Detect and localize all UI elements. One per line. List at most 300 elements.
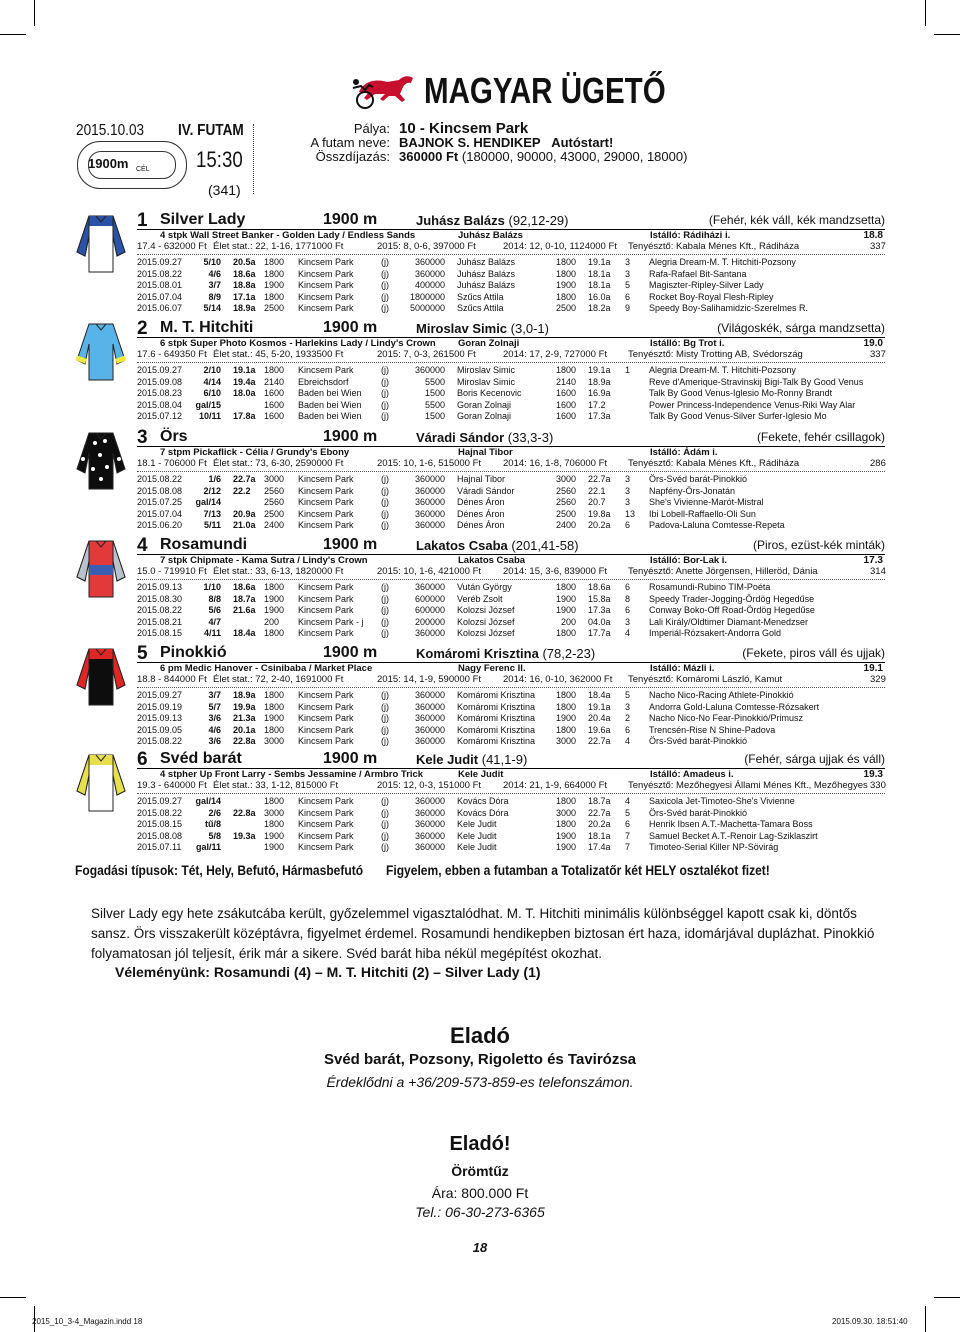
winner-time: 18.7a — [588, 796, 611, 806]
race-driver: Dénes Áron — [457, 520, 505, 531]
race-type: (j) — [381, 303, 389, 314]
stat-2015: 2015: 12, 0-3, 151000 Ft — [377, 780, 482, 791]
race-place: 6 — [625, 291, 631, 302]
dotted-divider — [253, 124, 254, 194]
race-type: (j) — [381, 593, 389, 604]
horse-name: Rosamundi — [160, 536, 248, 553]
horse-jockey — [416, 646, 595, 661]
race-distance: 1800 — [264, 796, 285, 806]
horse-driver: Nagy Ferenc II. — [458, 663, 526, 674]
race-date: 2015.08.08 — [137, 485, 183, 496]
jockey-name: Kele Judit — [416, 752, 479, 767]
race-date: 2015.08.30 — [137, 593, 183, 604]
prize-detail: (180000, 90000, 43000, 29000, 18000) — [461, 149, 688, 164]
stat-life: Élet stat.: 72, 2-40, 1691000 Ft — [213, 674, 344, 685]
horse-stats — [137, 674, 887, 686]
race-name: BAJNOK S. HENDIKEP — [399, 135, 541, 150]
winner-distance: 1800 — [555, 628, 576, 639]
winner-distance: 1800 — [555, 268, 576, 279]
winner-distance: 1600 — [555, 388, 576, 399]
race-date: 2015.07.04 — [137, 291, 183, 302]
race-type: (j) — [381, 796, 389, 806]
race-position: 5/10 — [203, 257, 221, 267]
stat-2014: 2014: 12, 0-10, 1124000 Ft — [503, 241, 617, 252]
race-track: Ebreichsdorf — [298, 376, 349, 387]
winner-distance: 2560 — [555, 485, 576, 496]
race-position: 4/11 — [203, 628, 221, 639]
race-date: 2015.09.27 — [137, 257, 183, 267]
horse-stable: Istálló: Bor-Lak i. — [650, 555, 728, 566]
race-prize: 360000 — [414, 474, 445, 484]
race-prize: 1500 — [424, 388, 445, 399]
race-distance: 1800 — [264, 701, 285, 712]
winner-time: 22.7a — [588, 807, 611, 818]
race-driver: Goran Zolnaji — [457, 399, 512, 410]
race-place: 3 — [625, 474, 631, 484]
race-prize: 360000 — [414, 796, 445, 806]
race-prize: 600000 — [414, 593, 445, 604]
bet-types: Fogadási típusok: Tét, Hely, Befutó, Hármasbefutó — [75, 862, 364, 878]
horse-name: Silver Lady — [160, 211, 246, 228]
race-driver: Juhász Balázs — [457, 280, 516, 291]
race-position: 2/6 — [208, 807, 221, 818]
jockey-name: Komáromi Krisztina — [416, 646, 539, 661]
race-type: (j) — [381, 257, 389, 267]
race-row — [137, 486, 887, 497]
race-place: 4 — [625, 796, 631, 806]
race-row — [137, 594, 887, 605]
race-type: (j) — [381, 376, 389, 387]
race-distance: 2400 — [264, 520, 285, 531]
race-position: 3/7 — [208, 690, 221, 700]
race-type: (j) — [381, 819, 389, 830]
race-distance: 1800 — [264, 582, 285, 592]
race-top-horses: Henrik Ibsen A.T.-Machetta-Tamara Boss — [649, 819, 813, 830]
race-time: 21.6a — [233, 605, 256, 616]
horse-number: 5 — [137, 643, 148, 664]
race-track: Kincsem Park — [298, 497, 354, 508]
race-top-horses: Samuel Becket A.T.-Renoir Lag-Sziklaszirt — [649, 830, 818, 841]
start-type: Autóstart! — [551, 135, 614, 150]
winner-distance: 1800 — [555, 291, 576, 302]
race-date: 2015.08.22 — [137, 268, 183, 279]
race-position: 6/10 — [203, 388, 221, 399]
race-track: Kincsem Park — [298, 807, 354, 818]
race-prize: 360000 — [414, 736, 445, 747]
crop-mark — [0, 1297, 26, 1298]
race-row — [137, 819, 887, 830]
winner-time: 18.1a — [588, 268, 611, 279]
race-track: Kincsem Park — [298, 268, 354, 279]
stat-divider — [137, 687, 885, 688]
race-distance: 2500 — [264, 508, 285, 519]
race-position: 5/6 — [208, 605, 221, 616]
race-prize: 400000 — [414, 280, 445, 291]
race-date: 2015.09.05 — [137, 724, 183, 735]
race-top-horses: Saxicola Jet-Timoteo-She's Vivienne — [649, 796, 795, 806]
race-place: 4 — [625, 628, 631, 639]
race-distance: 1800 — [264, 690, 285, 700]
race-row — [137, 628, 887, 639]
winner-distance: 1800 — [555, 819, 576, 830]
race-date: 2015.07.11 — [137, 842, 182, 853]
race-top-horses: Nacho Nico-No Fear-Pinokkió/Primusz — [649, 713, 804, 724]
winner-distance: 1800 — [555, 690, 576, 700]
race-row — [137, 831, 887, 842]
race-position: 5/11 — [203, 520, 221, 531]
race-place: 9 — [625, 303, 631, 314]
label-race-name: A futam neve: — [310, 135, 390, 150]
race-track: Kincsem Park — [298, 724, 354, 735]
race-driver: Hajnal Tibor — [457, 474, 506, 484]
winner-time: 18.2a — [588, 303, 611, 314]
race-date: 2015.09.13 — [137, 582, 183, 592]
race-prize: 360000 — [414, 520, 445, 531]
race-position: 10/11 — [198, 411, 221, 422]
race-driver: Komáromi Krisztina — [457, 724, 536, 735]
race-prize: 1800000 — [409, 291, 445, 302]
race-date: 2015.07.25 — [137, 497, 183, 508]
race-track: Kincsem Park — [298, 520, 354, 531]
race-position: 4/6 — [208, 268, 221, 279]
race-driver: Veréb Zsolt — [457, 593, 503, 604]
race-time: 19.9a — [233, 701, 256, 712]
jockey-name: Váradi Sándor — [416, 430, 505, 445]
race-distance: 2500 — [264, 303, 285, 314]
winner-time: 16.0a — [588, 291, 611, 302]
race-row — [137, 605, 887, 616]
crop-mark — [925, 0, 926, 26]
stat-2015: 2015: 10, 1-6, 421000 Ft — [377, 566, 482, 577]
horse-distance: 1900 m — [323, 644, 378, 661]
horse-driver: Hajnal Tibor — [458, 447, 513, 458]
race-date: 2015.09.19 — [137, 701, 183, 712]
race-time: 20.5a — [233, 257, 256, 267]
horse-colors: (Piros, ezüst-kék minták) — [752, 538, 885, 552]
horse-jockey — [416, 752, 527, 767]
race-time: 22.2 — [233, 485, 251, 496]
horse-name: Pinokkió — [160, 644, 227, 661]
winner-distance: 2140 — [555, 376, 576, 387]
race-type: (j) — [381, 508, 389, 519]
race-label: IV. FUTAM — [178, 122, 244, 139]
horse-pedigree: 4 stpher Up Front Larry - Sembs Jessamine / Armbro Trick — [160, 769, 424, 780]
race-track: Kincsem Park — [298, 796, 354, 806]
race-date: 2015.09.13 — [137, 713, 183, 724]
horse-jockey — [416, 538, 579, 553]
horse-jockey — [416, 430, 553, 445]
race-type: (j) — [381, 628, 389, 639]
race-top-horses: Rafa-Rafael Bit-Santana — [649, 268, 747, 279]
stat-record: 18.1 - 706000 Ft — [137, 458, 207, 469]
prize-line — [399, 150, 687, 164]
race-place: 3 — [625, 701, 631, 712]
race-type: (j) — [381, 268, 389, 279]
ad-title: Eladó — [450, 1023, 510, 1048]
race-track: Kincsem Park — [298, 819, 354, 830]
verdict: Véleményünk: Rosamundi (4) – M. T. Hitchiti (2) – Silver Lady (1) — [115, 964, 541, 980]
race-position: gal/14 — [195, 796, 221, 806]
winner-distance: 1900 — [555, 280, 576, 291]
race-driver: Szűcs Attila — [457, 291, 504, 302]
trotter-logo-icon — [345, 70, 420, 110]
crop-mark — [34, 0, 35, 26]
winner-time: 19.1a — [588, 257, 611, 267]
race-track: Kincsem Park — [298, 365, 354, 375]
horse-stats — [137, 241, 887, 253]
race-time: 20.1a — [233, 724, 256, 735]
finish-label: CÉL — [136, 166, 150, 173]
race-row — [137, 808, 887, 819]
winner-time: 18.6a — [588, 582, 611, 592]
race-date: 2015.08.22 — [137, 605, 183, 616]
race-top-horses: She's Vivienne-Marót-Mistral — [649, 497, 764, 508]
race-time: 21.3a — [233, 713, 256, 724]
race-name-line — [399, 136, 687, 150]
race-prize: 360000 — [414, 819, 445, 830]
horse-stable: Istálló: Mázli i. — [650, 663, 715, 674]
race-date: 2015.10.03 — [76, 122, 145, 139]
race-row — [137, 736, 887, 747]
stat-divider — [137, 471, 885, 472]
race-distance: 1900 — [264, 842, 285, 853]
ad2-subtitle: Örömtűz — [451, 1163, 509, 1179]
race-prize: 360000 — [414, 690, 445, 700]
winner-distance: 2400 — [555, 520, 576, 531]
race-place: 8 — [625, 593, 631, 604]
race-top-horses: Power Princess-Independence Venus-Riki Way Alar — [649, 399, 856, 410]
race-date: 2015.06.20 — [137, 520, 183, 531]
race-top-horses: Imperiál-Rózsakert-Andorra Gold — [649, 628, 782, 639]
winner-distance: 1800 — [555, 796, 576, 806]
stat-divider — [137, 793, 885, 794]
race-prize: 5000000 — [409, 303, 445, 314]
jockey-silk-icon — [75, 212, 127, 274]
race-time: 18.9a — [233, 690, 256, 700]
race-track: Kincsem Park — [298, 713, 354, 724]
race-prize: 360000 — [414, 497, 445, 508]
horse-number: 2 — [137, 318, 148, 339]
horse-stable: Istálló: Amadeus i. — [650, 769, 734, 780]
horse-distance: 1900 m — [323, 319, 378, 336]
race-date: 2015.09.08 — [137, 376, 183, 387]
race-track: Kincsem Park - j — [298, 616, 364, 627]
race-row — [137, 269, 887, 280]
race-distance: 1800 — [264, 819, 285, 830]
race-driver: Vután György — [457, 582, 512, 592]
stat-2015: 2015: 14, 1-9, 590000 Ft — [377, 674, 482, 685]
race-row — [137, 690, 887, 701]
race-type: (j) — [381, 690, 389, 700]
race-prize: 360000 — [414, 257, 445, 267]
race-row — [137, 365, 887, 376]
horse-driver: Lakatos Csaba — [458, 555, 526, 566]
race-place: 6 — [625, 605, 631, 616]
race-place: 7 — [625, 842, 631, 853]
race-date: 2015.07.12 — [137, 411, 183, 422]
race-driver: Komáromi Krisztina — [457, 736, 536, 747]
race-time: 17.1a — [233, 291, 256, 302]
race-prize: 600000 — [414, 605, 445, 616]
race-place: 5 — [625, 690, 631, 700]
jockey-silk-icon — [75, 751, 127, 813]
race-date: 2015.08.15 — [137, 628, 183, 639]
jockey-stat: (201,41-58) — [511, 538, 579, 553]
race-track: Kincsem Park — [298, 303, 354, 314]
race-row — [137, 617, 887, 628]
winner-distance: 3000 — [555, 474, 576, 484]
race-position: tű/8 — [204, 819, 221, 830]
stat-2014: 2014: 17, 2-9, 727000 Ft — [503, 349, 608, 360]
race-track: Kincsem Park — [298, 628, 354, 639]
jockey-stat: (33,3-3) — [507, 430, 554, 445]
race-place: 3 — [625, 497, 631, 508]
stat-2014: 2014: 16, 0-10, 362000 Ft — [503, 674, 613, 685]
race-track: Kincsem Park — [298, 690, 354, 700]
race-row — [137, 257, 887, 268]
horse-distance: 1900 m — [323, 211, 378, 228]
horse-colors: (Fehér, sárga ujjak és váll) — [744, 752, 885, 766]
horse-pedigree: 4 stpk Wall Street Banker - Golden Lady / Endless Sands — [160, 230, 416, 241]
horse-stats — [137, 458, 887, 470]
winner-time: 20.2a — [588, 520, 611, 531]
winner-distance: 1800 — [555, 365, 576, 375]
winner-distance: 2500 — [555, 508, 576, 519]
brand-title: MAGYAR ÜGETŐ — [424, 70, 666, 111]
stat-rating: 337 — [870, 349, 886, 360]
race-date: 2015.08.15 — [137, 819, 183, 830]
race-track: Kincsem Park — [298, 736, 354, 747]
race-type: (j) — [381, 291, 389, 302]
race-position: gal/15 — [195, 399, 221, 410]
race-distance: 3000 — [264, 807, 285, 818]
tote-warning: Figyelem, ebben a futamban a Totalizatőr két HELY osztalékot fizet! — [386, 862, 770, 878]
race-driver: Juhász Balázs — [457, 257, 516, 267]
race-driver: Dénes Áron — [457, 508, 505, 519]
stat-breeder: Tenyésztő: Kabala Ménes Kft., Rádiháza — [628, 458, 800, 469]
horse-jockey — [416, 321, 549, 336]
jockey-stat: (3,0-1) — [510, 321, 549, 336]
race-date: 2015.08.01 — [137, 280, 183, 291]
race-place: 3 — [625, 485, 631, 496]
race-distance: 1600 — [264, 411, 285, 422]
race-time: 18.6a — [233, 582, 256, 592]
winner-time: 20.2a — [588, 819, 611, 830]
race-track: Kincsem Park — [298, 593, 354, 604]
winner-distance: 1800 — [555, 701, 576, 712]
winner-distance: 200 — [560, 616, 576, 627]
race-prize: 360000 — [414, 485, 445, 496]
horse-driver: Juhász Balázs — [458, 230, 523, 241]
winner-time: 20.7 — [588, 497, 606, 508]
race-type: (j) — [381, 605, 389, 616]
race-row — [137, 702, 887, 713]
horse-pedigree: 7 stpk Chipmate - Kama Sutra / Lindy's Crown — [160, 555, 368, 566]
track-distance: 1900m — [88, 156, 129, 171]
race-position: 2/10 — [203, 365, 221, 375]
ad2-title: Eladó! — [449, 1133, 511, 1155]
winner-time: 18.1a — [588, 280, 611, 291]
race-place: 7 — [625, 830, 631, 841]
race-time: 18.8a — [233, 280, 256, 291]
race-place: 1 — [625, 365, 631, 375]
race-date: 2015.09.27 — [137, 690, 183, 700]
race-position: 5/8 — [208, 830, 221, 841]
race-distance: 1900 — [264, 280, 285, 291]
race-row — [137, 303, 887, 314]
race-prize: 360000 — [414, 582, 445, 592]
horse-stats — [137, 566, 887, 578]
winner-time: 19.1a — [588, 365, 611, 375]
horse-distance: 1900 m — [323, 428, 378, 445]
race-track: Kincsem Park — [298, 701, 354, 712]
race-type: (j) — [381, 807, 389, 818]
jockey-silk-icon — [75, 320, 127, 382]
footer-file: 2015_10_3-4_Magazin.indd 18 — [32, 1317, 143, 1326]
race-time: 18.9a — [233, 303, 256, 314]
race-prize: 5500 — [424, 376, 445, 387]
race-type: (j) — [381, 713, 389, 724]
winner-time: 22.7a — [588, 736, 611, 747]
race-position: gal/11 — [195, 842, 221, 853]
race-driver: Szűcs Attila — [457, 303, 504, 314]
race-row — [137, 497, 887, 508]
race-top-horses: Talk By Good Venus-Iglesio Mo-Ronny Brandt — [649, 388, 833, 399]
race-time: 18.6a — [233, 268, 256, 279]
stat-rating: 314 — [870, 566, 886, 577]
horse-name: Svéd barát — [160, 750, 242, 767]
race-position: 8/9 — [208, 291, 221, 302]
race-time: 22.8a — [233, 807, 256, 818]
race-distance: 1900 — [264, 593, 285, 604]
horse-odds: 17.3 — [863, 555, 883, 566]
race-track: Kincsem Park — [298, 830, 354, 841]
race-top-horses: Trencsén-Rise N Shine-Padova — [649, 724, 776, 735]
race-driver: Komáromi Krisztina — [457, 701, 536, 712]
stat-2014: 2014: 16, 1-8, 706000 Ft — [503, 458, 608, 469]
ad-subtitle: Svéd barát, Pozsony, Rigoletto és Tavirózsa — [323, 1051, 637, 1068]
race-top-horses: Reve d'Amerique-Stravinskij Bigi-Talk By Good Venus — [649, 376, 864, 387]
race-row — [137, 292, 887, 303]
race-date: 2015.08.08 — [137, 830, 183, 841]
race-driver: Miroslav Simic — [457, 376, 516, 387]
race-position: 7/13 — [203, 508, 221, 519]
race-place: 6 — [625, 582, 631, 592]
winner-time: 18.4a — [588, 690, 611, 700]
race-type: (j) — [381, 701, 389, 712]
track-value: 10 - Kincsem Park — [399, 120, 529, 137]
race-row — [137, 725, 887, 736]
race-top-horses: Speedy Boy-Salihamidzic-Szerelmes R. — [649, 303, 809, 314]
jockey-silk-icon — [75, 645, 127, 707]
race-driver: Kolozsi József — [457, 628, 515, 639]
stat-2015: 2015: 8, 0-6, 397000 Ft — [377, 241, 476, 252]
winner-distance: 1900 — [555, 830, 576, 841]
race-distance: 1800 — [264, 268, 285, 279]
race-date: 2015.08.22 — [137, 474, 183, 484]
winner-time: 16.9a — [588, 388, 611, 399]
race-top-horses: Rosamundi-Rubino TIM-Poéta — [649, 582, 771, 592]
race-driver: Komáromi Krisztina — [457, 713, 536, 724]
jockey-name: Miroslav Simic — [416, 321, 508, 336]
winner-time: 17.3a — [588, 411, 611, 422]
stat-2015: 2015: 10, 1-6, 515000 Ft — [377, 458, 482, 469]
race-top-horses: Talk By Good Venus-Silver Surfer-Iglesio Mo — [649, 411, 827, 422]
horse-colors: (Fehér, kék váll, kék mandzsetta) — [708, 213, 885, 227]
stat-record: 18.8 - 844000 Ft — [137, 674, 207, 685]
race-date: 2015.08.22 — [137, 807, 183, 818]
horse-distance: 1900 m — [323, 536, 378, 553]
